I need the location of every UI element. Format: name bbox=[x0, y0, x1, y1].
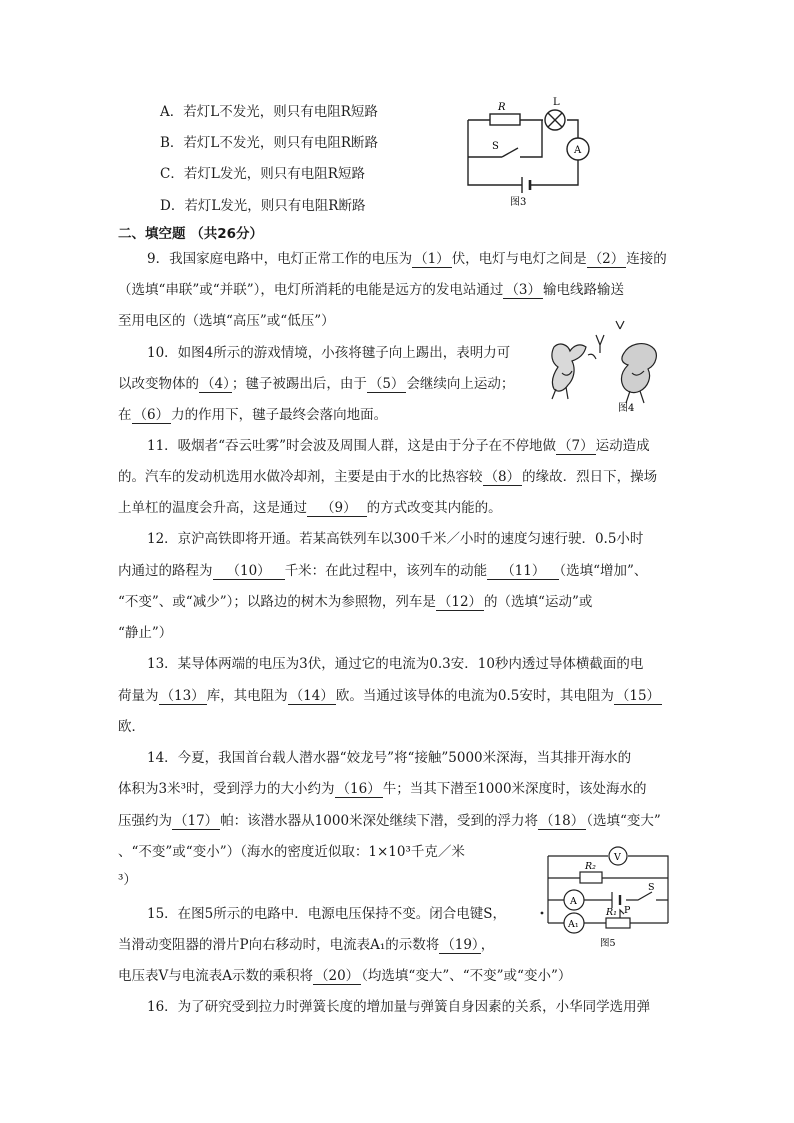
q10-line2: 以改变物体的 （4） ；毽子被踢出后，由于 （5） 会继续向上运动； bbox=[118, 376, 515, 392]
fig4-caption: 图4 bbox=[618, 403, 635, 414]
figure-4-illustration bbox=[540, 315, 680, 415]
fig5-a1-label: A₁ bbox=[568, 919, 579, 930]
q14-line2: 体积为3米³时，受到浮力的大小约为 （16） 牛；当其下潜至1000米深度时，该处海水的 bbox=[118, 781, 647, 797]
fig3-l-label: L bbox=[553, 97, 560, 108]
section-title: 二、填空题 （共26分） bbox=[118, 226, 263, 242]
fig5-r2-label: R₂ bbox=[585, 861, 596, 872]
q14-line4: 、“不变”或“变小”）（海水的密度近似取：1×10³千克／米 bbox=[118, 844, 465, 860]
fig3-caption: 图3 bbox=[510, 197, 527, 208]
fig3-s-label: S bbox=[492, 141, 499, 152]
option-d: D．若灯L发光，则只有电阻R断路 bbox=[160, 198, 366, 214]
q14-line1: 14．今夏，我国首台载人潜水器“姣龙号”将“接触”5000米深海，当其排开海水的 bbox=[147, 750, 632, 766]
option-a: A．若灯L不发光，则只有电阻R短路 bbox=[160, 104, 378, 120]
fig3-a-label: A bbox=[574, 145, 582, 156]
fig5-s-label: S bbox=[648, 882, 655, 893]
q11-line3: 上单杠的温度会升高，这是通过 （9） 的方式改变其内能的。 bbox=[118, 500, 502, 516]
q13-line3: 欧． bbox=[118, 719, 145, 735]
figure-5-circuit bbox=[540, 838, 680, 953]
fig5-p-label: P bbox=[624, 905, 631, 916]
fig5-r1-label: R₁ bbox=[606, 907, 617, 918]
q13-line1: 13．某导体两端的电压为3伏，通过它的电流为0.3安．10秒内透过导体横截面的电 bbox=[147, 656, 644, 672]
q12-line4: “静止”） bbox=[118, 625, 173, 641]
fig5-caption: 图5 bbox=[600, 938, 616, 949]
fig3-r-label: R bbox=[498, 102, 506, 113]
q10-line1: 10．如图4所示的游戏情境，小孩将毽子向上踢出，表明力可 bbox=[147, 345, 511, 361]
q12-line2: 内通过的路程为 （10） 千米：在此过程中，该列车的动能 （11） （选填“增加”、 bbox=[118, 563, 648, 579]
q15-line3: 电压表V与电流表A示数的乘积将 （20） （均选填“变大”、“不变”或“变小”） bbox=[118, 968, 572, 984]
q13-line2: 荷量为 （13） 库，其电阻为 （14） 欧。当通过该导体的电流为0.5安时，其电阻为 （15） bbox=[118, 688, 661, 704]
q9-line1: 9．我国家庭电路中，电灯正常工作的电压为 （1） 伏，电灯与电灯之间是 （2） 连接的 bbox=[147, 251, 667, 267]
fig5-v-label: V bbox=[614, 852, 621, 863]
option-b: B．若灯L不发光，则只有电阻R断路 bbox=[160, 135, 379, 151]
fig5-a-label: A bbox=[570, 896, 577, 907]
q14-line5: ³） bbox=[118, 872, 137, 888]
q9-line2: （选填“串联”或“并联”），电灯所消耗的电能是远方的发电站通过 （3） 输电线路输送 bbox=[118, 282, 624, 298]
q16-line1: 16．为了研究受到拉力时弹簧长度的增加量与弹簧自身因素的关系，小华同学选用弹 bbox=[147, 999, 651, 1015]
q11-line2: 的。汽车的发动机选用水做冷却剂，主要是由于水的比热容较 （8） 的缘故．烈日下，操场 bbox=[118, 469, 658, 485]
q10-line3: 在 （6） 力的作用下，毽子最终会落向地面。 bbox=[118, 407, 388, 423]
q11-line1: 11．吸烟者“吞云吐雾”时会波及周围人群，这是由于分子在不停地做 （7） 运动造成 bbox=[147, 438, 650, 454]
q12-line3: “不变”、或“减少”）；以路边的树木为参照物，列车是 （12） 的（选填“运动”或 bbox=[118, 594, 593, 610]
q15-line1: 15．在图5所示的电路中．电源电压保持不变。闭合电键S， bbox=[147, 906, 507, 922]
q14-line3: 压强约为 （17） 帕：该潜水器从1000米深处继续下潜，受到的浮力将 （18） （选填“变大” bbox=[118, 813, 661, 829]
option-c: C．若灯L发光，则只有电阻R短路 bbox=[160, 166, 365, 182]
q12-line1: 12．京沪高铁即将开通。若某高铁列车以300千米／小时的速度匀速行驶．0.5小时 bbox=[147, 531, 644, 547]
q15-line2: 当滑动变阻器的滑片P向右移动时，电流表A₁的示数将 （19） ， bbox=[118, 937, 495, 953]
figure-3-circuit bbox=[460, 95, 595, 210]
q9-line3: 至用电区的（选填“高压”或“低压”） bbox=[118, 313, 335, 329]
